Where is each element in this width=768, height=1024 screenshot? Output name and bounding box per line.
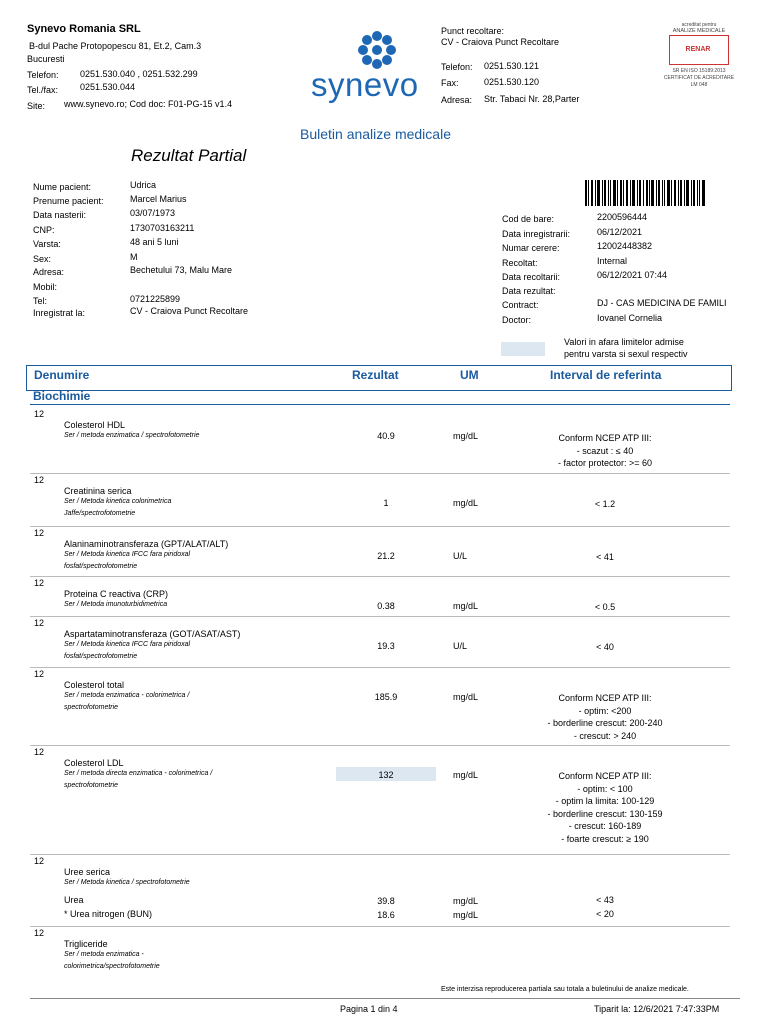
row-divider bbox=[30, 526, 730, 527]
reference-line: - optim la limita: 100-129 bbox=[555, 796, 655, 806]
patient-label: Sex: bbox=[33, 254, 52, 264]
order-label: Data recoltarii: bbox=[502, 272, 561, 282]
patient-label: Tel: bbox=[33, 296, 48, 306]
row-divider bbox=[30, 667, 730, 668]
test-method: Ser / metoda enzimatica - colorimetrica / bbox=[64, 692, 190, 699]
subtest-unit: mg/dL bbox=[453, 910, 479, 920]
lab-address-line2: Bucuresti bbox=[27, 54, 65, 64]
subtest-name: * Urea nitrogen (BUN) bbox=[64, 909, 153, 919]
patient-value: Bechetului 73, Malu Mare bbox=[130, 265, 233, 275]
test-method: fosfat/spectrofotometrie bbox=[64, 563, 138, 570]
test-method: Ser / Metoda imunoturbidimetrica bbox=[64, 601, 168, 608]
test-unit: mg/dL bbox=[453, 431, 479, 441]
test-reference-interval bbox=[490, 498, 720, 511]
test-method: Ser / Metoda kinetica IFCC fara piridoxal bbox=[64, 551, 191, 558]
test-method: spectrofotometrie bbox=[64, 704, 119, 711]
test-method: Ser / Metoda kinetica colorimetrica bbox=[64, 498, 172, 505]
collection-address-label: Adresa: bbox=[441, 95, 473, 105]
collection-name: CV - Craiova Punct Recoltare bbox=[441, 37, 560, 47]
test-reference-interval bbox=[490, 432, 720, 470]
test-reference-interval bbox=[490, 692, 720, 742]
test-method: Ser / metoda enzimatica / spectrofotometrie bbox=[64, 432, 200, 439]
order-label: Data rezultat: bbox=[502, 286, 556, 296]
test-method: colorimetrica/spectrofotometrie bbox=[64, 963, 160, 970]
reference-line: - foarte crescut: ≥ 190 bbox=[561, 833, 649, 844]
test-result: 0.38 bbox=[377, 601, 395, 611]
test-code: 12 bbox=[34, 528, 45, 538]
row-divider bbox=[30, 745, 730, 746]
test-name: Creatinina serica bbox=[64, 486, 132, 496]
barcode-icon bbox=[585, 180, 705, 206]
test-code: 12 bbox=[34, 618, 45, 628]
reference-line: - factor protector: >= 60 bbox=[557, 458, 653, 468]
footer-divider bbox=[30, 998, 740, 999]
test-unit: mg/dL bbox=[453, 770, 479, 780]
row-divider bbox=[30, 926, 730, 927]
test-code: 12 bbox=[34, 669, 45, 679]
subtest-unit: mg/dL bbox=[453, 896, 479, 906]
test-method: Ser / metoda directa enzimatica - colorimetrica / bbox=[64, 770, 213, 777]
test-name: Colesterol total bbox=[64, 680, 125, 690]
col-name-header: Denumire bbox=[34, 368, 90, 382]
order-label: Contract: bbox=[502, 300, 539, 310]
order-value: 12002448382 bbox=[597, 241, 653, 251]
test-code: 12 bbox=[34, 856, 45, 866]
patient-label: Varsta: bbox=[33, 239, 61, 249]
patient-value: CV - Craiova Punct Recoltare bbox=[130, 306, 249, 316]
test-name: Uree serica bbox=[64, 867, 111, 877]
row-divider bbox=[30, 576, 730, 577]
col-result-header: Rezultat bbox=[352, 368, 399, 382]
test-result: 40.9 bbox=[377, 431, 395, 441]
test-result: 132 bbox=[378, 770, 394, 780]
subtest-name: Urea bbox=[64, 895, 84, 905]
test-reference-interval bbox=[490, 551, 720, 564]
lab-site: www.synevo.ro; Cod doc: F01-PG-15 v1.4 bbox=[64, 99, 233, 109]
patient-value: Udrica bbox=[130, 180, 157, 190]
reference-line: Conform NCEP ATP III: bbox=[558, 771, 652, 781]
reference-line: - crescut: 160-189 bbox=[568, 821, 642, 831]
synevo-flower-icon bbox=[348, 29, 406, 71]
test-result: 21.2 bbox=[377, 551, 395, 561]
reference-line: < 40 bbox=[596, 642, 614, 652]
test-name: Aspartataminotransferaza (GOT/ASAT/AST) bbox=[64, 629, 241, 639]
order-value: Iovanel Cornelia bbox=[597, 313, 663, 323]
test-method: Ser / Metoda kinetica / spectrofotometrie bbox=[64, 879, 190, 886]
subtest-result: 18.6 bbox=[377, 910, 395, 920]
synevo-logo: synevo bbox=[311, 66, 419, 103]
page-subtitle: Rezultat Partial bbox=[131, 146, 247, 165]
collection-label: Punct recoltare: bbox=[441, 26, 505, 36]
test-result: 19.3 bbox=[377, 641, 395, 651]
legend-line1: Valori in afara limitelor admise bbox=[564, 337, 684, 347]
section-divider bbox=[30, 404, 730, 405]
patient-value: 0721225899 bbox=[130, 294, 181, 304]
test-method: Ser / metoda enzimatica - bbox=[64, 951, 144, 958]
order-label: Cod de bare: bbox=[502, 214, 555, 224]
reference-line: - scazut : ≤ 40 bbox=[576, 445, 634, 456]
order-value: DJ - CAS MEDICINA DE FAMILI bbox=[597, 298, 727, 308]
col-unit-header: UM bbox=[460, 368, 479, 382]
reference-line: Conform NCEP ATP III: bbox=[558, 693, 652, 703]
test-code: 12 bbox=[34, 578, 45, 588]
test-method: Ser / Metoda kinetica IFCC fara piridoxal bbox=[64, 641, 191, 648]
test-method: fosfat/spectrofotometrie bbox=[64, 653, 138, 660]
legend-line2: pentru varsta si sexul respectiv bbox=[564, 349, 688, 359]
test-name: Alaninaminotransferaza (GPT/ALAT/ALT) bbox=[64, 539, 229, 549]
row-divider bbox=[30, 616, 730, 617]
row-divider bbox=[30, 473, 730, 474]
test-code: 12 bbox=[34, 928, 45, 938]
order-label: Doctor: bbox=[502, 315, 532, 325]
order-value: Internal bbox=[597, 256, 628, 266]
test-reference-interval bbox=[490, 770, 720, 845]
subtest-reference: < 20 bbox=[596, 909, 614, 919]
patient-value: Marcel Marius bbox=[130, 194, 187, 204]
test-unit: mg/dL bbox=[453, 498, 479, 508]
reference-line: - borderline crescut: 200-240 bbox=[547, 718, 663, 728]
test-reference-interval bbox=[490, 641, 720, 654]
patient-label: CNP: bbox=[33, 225, 55, 235]
patient-value: M bbox=[130, 252, 138, 262]
section-title: Biochimie bbox=[33, 389, 91, 403]
reference-line: - crescut: > 240 bbox=[573, 730, 637, 741]
test-unit: U/L bbox=[453, 641, 468, 651]
test-unit: U/L bbox=[453, 551, 468, 561]
test-method: spectrofotometrie bbox=[64, 782, 119, 789]
patient-label: Inregistrat la: bbox=[33, 308, 86, 318]
lab-address-line1: B-dul Pache Protopopescu 81, Et.2, Cam.3 bbox=[29, 41, 202, 51]
reference-line: - borderline crescut: 130-159 bbox=[547, 808, 663, 819]
subtest-reference: < 43 bbox=[596, 895, 614, 905]
reference-line: Conform NCEP ATP III: bbox=[558, 433, 652, 443]
test-name: Proteina C reactiva (CRP) bbox=[64, 589, 169, 599]
patient-value: 1730703163211 bbox=[130, 223, 195, 233]
test-code: 12 bbox=[34, 409, 45, 419]
footer-notice: Este interzisa reproducerea partiala sau totala a buletinului de analize medicale. bbox=[441, 986, 689, 993]
col-range-header: Interval de referinta bbox=[550, 368, 662, 382]
order-value: 06/12/2021 07:44 bbox=[597, 270, 668, 280]
test-unit: mg/dL bbox=[453, 692, 479, 702]
collection-phone: 0251.530.121 bbox=[484, 61, 540, 71]
test-name: Trigliceride bbox=[64, 939, 108, 949]
order-label: Data inregistrarii: bbox=[502, 229, 571, 239]
test-code: 12 bbox=[34, 475, 45, 485]
order-label: Recoltat: bbox=[502, 258, 538, 268]
reference-line: < 1.2 bbox=[594, 499, 616, 509]
test-result: 185.9 bbox=[374, 692, 398, 702]
reference-line: < 41 bbox=[596, 552, 614, 562]
lab-fax-label: Tel./fax: bbox=[27, 85, 59, 95]
order-value: 06/12/2021 bbox=[597, 227, 643, 237]
test-reference-interval bbox=[490, 601, 720, 614]
renar-accreditation-stamp: acreditat pentru ANALIZE MEDICALE RENAR SR EN ISO 15189:2013 CERTIFICAT DE ACREDITARE LM 048 bbox=[663, 22, 735, 88]
test-name: Colesterol LDL bbox=[64, 758, 124, 768]
footer-printed: Tiparit la: 12/6/2021 7:47:33PM bbox=[594, 1004, 720, 1014]
subtest-result: 39.8 bbox=[377, 896, 395, 906]
patient-label: Data nasterii: bbox=[33, 210, 87, 220]
patient-label: Prenume pacient: bbox=[33, 196, 104, 206]
lab-company: Synevo Romania SRL bbox=[27, 23, 141, 35]
reference-line: < 0.5 bbox=[594, 602, 616, 612]
patient-label: Nume pacient: bbox=[33, 182, 92, 192]
test-result: 1 bbox=[383, 498, 389, 508]
patient-value: 48 ani 5 luni bbox=[130, 237, 179, 247]
reference-line: - optim: < 100 bbox=[577, 783, 633, 794]
patient-label: Mobil: bbox=[33, 282, 58, 292]
test-method: Jaffe/spectrofotometrie bbox=[64, 510, 136, 517]
legend-swatch bbox=[501, 342, 545, 356]
lab-phone: 0251.530.040 , 0251.532.299 bbox=[80, 69, 198, 79]
collection-address: Str. Tabaci Nr. 28,Parter bbox=[484, 94, 580, 104]
patient-label: Adresa: bbox=[33, 267, 65, 277]
lab-fax: 0251.530.044 bbox=[80, 82, 136, 92]
patient-value: 03/07/1973 bbox=[130, 208, 176, 218]
collection-fax: 0251.530.120 bbox=[484, 77, 540, 87]
order-value: 2200596444 bbox=[597, 212, 648, 222]
order-label: Numar cerere: bbox=[502, 243, 560, 253]
lab-site-label: Site: bbox=[27, 101, 46, 111]
collection-fax-label: Fax: bbox=[441, 78, 459, 88]
lab-phone-label: Telefon: bbox=[27, 70, 59, 80]
footer-page: Pagina 1 din 4 bbox=[340, 1004, 398, 1014]
test-unit: mg/dL bbox=[453, 601, 479, 611]
reference-line: - optim: <200 bbox=[578, 705, 632, 716]
page-title: Buletin analize medicale bbox=[300, 126, 451, 142]
test-code: 12 bbox=[34, 747, 45, 757]
collection-phone-label: Telefon: bbox=[441, 62, 473, 72]
row-divider bbox=[30, 854, 730, 855]
test-name: Colesterol HDL bbox=[64, 420, 126, 430]
